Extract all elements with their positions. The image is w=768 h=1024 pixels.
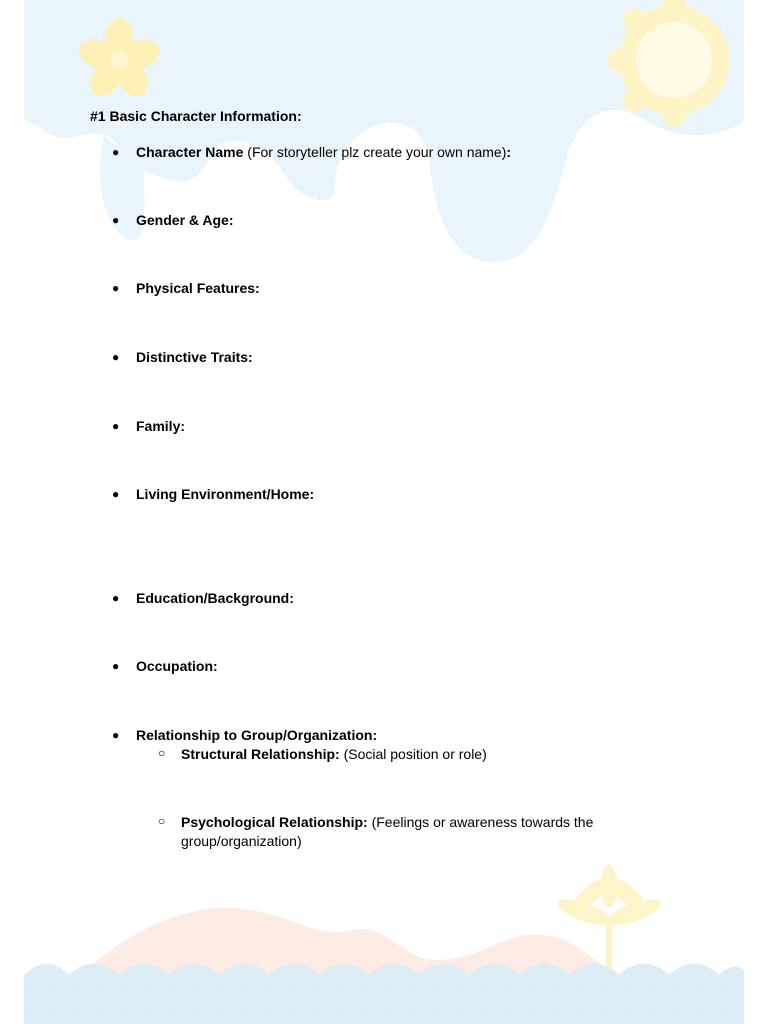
item-label: Education/Background: bbox=[136, 590, 294, 606]
item-label: Family: bbox=[136, 418, 186, 434]
item-suffix: : bbox=[506, 144, 512, 160]
sub-bullet: ○ bbox=[158, 814, 166, 828]
bullet: ● bbox=[112, 487, 120, 501]
bullet: ● bbox=[112, 419, 120, 433]
sub-item-label: Psychological Relationship: bbox=[181, 814, 368, 830]
sub-item-label: Structural Relationship: bbox=[181, 746, 340, 762]
item-label: Character Name bbox=[136, 144, 244, 160]
item-label: Physical Features: bbox=[136, 280, 260, 296]
item-label: Distinctive Traits: bbox=[136, 349, 253, 365]
bullet: ● bbox=[112, 145, 120, 159]
sub-item-note: (Social position or role) bbox=[343, 746, 487, 762]
sub-bullet: ○ bbox=[158, 746, 166, 760]
item-label: Relationship to Group/Organization: bbox=[136, 727, 378, 743]
bullet: ● bbox=[112, 213, 120, 227]
item-note: (For storyteller plz create your own name) bbox=[247, 144, 507, 160]
bullet: ● bbox=[112, 659, 120, 673]
sub-item-note: (Feelings or awareness towards the group/organization) bbox=[181, 814, 594, 849]
item-label: Living Environment/Home: bbox=[136, 486, 315, 502]
item-label: Occupation: bbox=[136, 658, 218, 674]
bullet: ● bbox=[112, 728, 120, 742]
section-heading: #1 Basic Character Information: bbox=[90, 108, 302, 124]
bullet: ● bbox=[112, 350, 120, 364]
bullet: ● bbox=[112, 591, 120, 605]
item-label: Gender & Age: bbox=[136, 212, 234, 228]
bullet: ● bbox=[112, 281, 120, 295]
